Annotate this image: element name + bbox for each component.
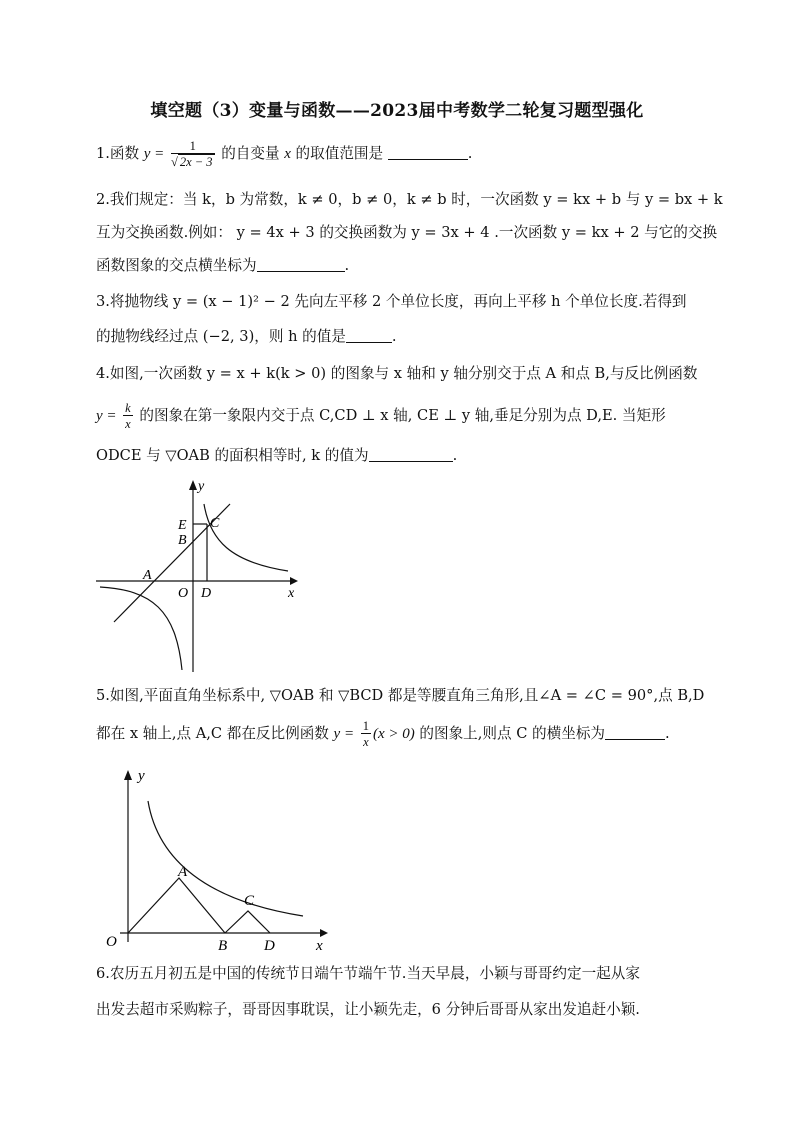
- q1-variable: x: [284, 146, 291, 162]
- q2-text: 函数图象的交点横坐标为: [96, 257, 257, 274]
- q5-label-x: x: [316, 938, 323, 954]
- question-3-line-1: 3.将抛物线 y = (x − 1)² − 2 先向左平移 2 个单位长度，再向上平移 h 个单位长度.若得到: [96, 293, 687, 310]
- question-4-line-1: 4.如图,一次函数 y = x + k(k > 0) 的图象与 x 轴和 y 轴分别交于点 A 和点 B,与反比例函数: [96, 365, 698, 382]
- q1-radicand: 2x − 3: [179, 155, 213, 169]
- q5-text-a: 都在 x 轴上,点 A,C 都在反比例函数: [96, 725, 329, 742]
- q4-label-O: O: [178, 586, 189, 601]
- q5-frac-denominator: x: [363, 735, 369, 749]
- q2-end: .: [344, 257, 350, 274]
- question-2-line-1: 2.我们规定：当 k，b 为常数，k ≠ 0，b ≠ 0，k ≠ b 时，一次函数 y = kx + b 与 y = bx + k: [96, 191, 723, 208]
- q5-label-B: B: [218, 938, 228, 954]
- q1-numerator: 1: [171, 140, 215, 155]
- q5-text-b: 的图象上,则点 C 的横坐标为: [419, 725, 606, 742]
- q5-label-C: C: [244, 893, 255, 909]
- q1-fraction: [171, 140, 215, 169]
- q1-text-a: 的自变量: [221, 145, 280, 162]
- q4-label-C: C: [210, 516, 220, 531]
- q5-y-arrow: [124, 770, 132, 780]
- question-5-line-1: 5.如图,平面直角坐标系中, ▽OAB 和 ▽BCD 都是等腰直角三角形,且∠A = ∠C = 90°,点 B,D: [96, 687, 705, 704]
- q5-figure: [98, 766, 338, 958]
- q5-answer-blank[interactable]: [605, 725, 665, 740]
- q4-label-D: D: [201, 586, 212, 601]
- q5-triangle-BCD: [225, 911, 270, 933]
- q5-label-D: D: [264, 938, 275, 954]
- q5-function-lhs: y =: [333, 726, 355, 742]
- q5-end: .: [665, 725, 670, 742]
- q4-label-y: y: [198, 479, 205, 494]
- q1-denominator: [171, 154, 215, 169]
- q4-figure: [92, 474, 302, 676]
- q1-answer-blank[interactable]: [388, 145, 468, 160]
- q5-condition: (x > 0): [372, 726, 415, 742]
- q3-text: 的抛物线经过点 (−2, 3)，则 h 的值是: [96, 328, 346, 345]
- q4-label-B: B: [178, 533, 187, 548]
- q1-end: .: [467, 145, 473, 162]
- q3-answer-blank[interactable]: [346, 328, 392, 343]
- question-2-line-3: [96, 256, 696, 276]
- question-6-line-1: 6.农历五月初五是中国的传统节日端午节端午节.当天早晨，小颖与哥哥约定一起从家: [96, 965, 640, 982]
- q4-frac-numerator: k: [125, 400, 131, 415]
- q4-text-2: ODCE 与 ▽OAB 的面积相等时, k 的值为: [96, 447, 369, 464]
- question-1: [96, 138, 696, 170]
- q5-label-A: A: [178, 864, 188, 880]
- q1-prefix: 1.函数: [96, 145, 140, 162]
- q1-text-b: 的取值范围是: [295, 145, 384, 162]
- q5-label-O: O: [106, 934, 117, 950]
- page-title: 填空题（3）变量与函数——2023届中考数学二轮复习题型强化: [150, 101, 644, 121]
- q1-function-lhs: y =: [143, 146, 165, 162]
- question-4-line-2: [96, 400, 696, 432]
- question-6-line-2: 出发去超市采购粽子，哥哥因事耽误，让小颖先走，6 分钟后哥哥从家出发追赶小颖.: [96, 1001, 640, 1018]
- q5-fraction: [361, 720, 371, 749]
- q5-frac-numerator: 1: [362, 718, 369, 733]
- q2-answer-blank[interactable]: [257, 257, 345, 272]
- q4-hyperbola-q1: [204, 504, 288, 571]
- q4-x-arrow: [290, 577, 298, 585]
- q4-answer-blank[interactable]: [369, 447, 453, 462]
- q4-y-arrow: [189, 480, 197, 490]
- question-2-line-2: 互为交换函数.例如： y = 4x + 3 的交换函数为 y = 3x + 4 .一次函数 y = kx + 2 与它的交换: [96, 224, 718, 241]
- q3-end: .: [391, 328, 397, 345]
- q4-label-A: A: [143, 568, 152, 583]
- question-5-line-2: [96, 718, 696, 750]
- q4-label-x: x: [288, 586, 295, 601]
- question-4-line-3: [96, 446, 696, 466]
- q4-frac-denominator: x: [125, 417, 131, 431]
- q4-hyperbola-q3: [100, 587, 182, 670]
- q4-label-E: E: [178, 518, 187, 533]
- q4-function-lhs: y =: [96, 408, 117, 424]
- q4-end: .: [452, 447, 458, 464]
- q1-radical-sign: √: [170, 155, 178, 169]
- question-3-line-2: [96, 327, 696, 347]
- q4-text: 的图象在第一象限内交于点 C,CD ⊥ x 轴, CE ⊥ y 轴,垂足分别为点 D,E. 当矩形: [139, 407, 666, 424]
- q5-label-y: y: [138, 768, 145, 784]
- q4-fraction: [123, 402, 133, 431]
- q5-x-arrow: [320, 929, 328, 937]
- q5-hyperbola: [148, 801, 303, 916]
